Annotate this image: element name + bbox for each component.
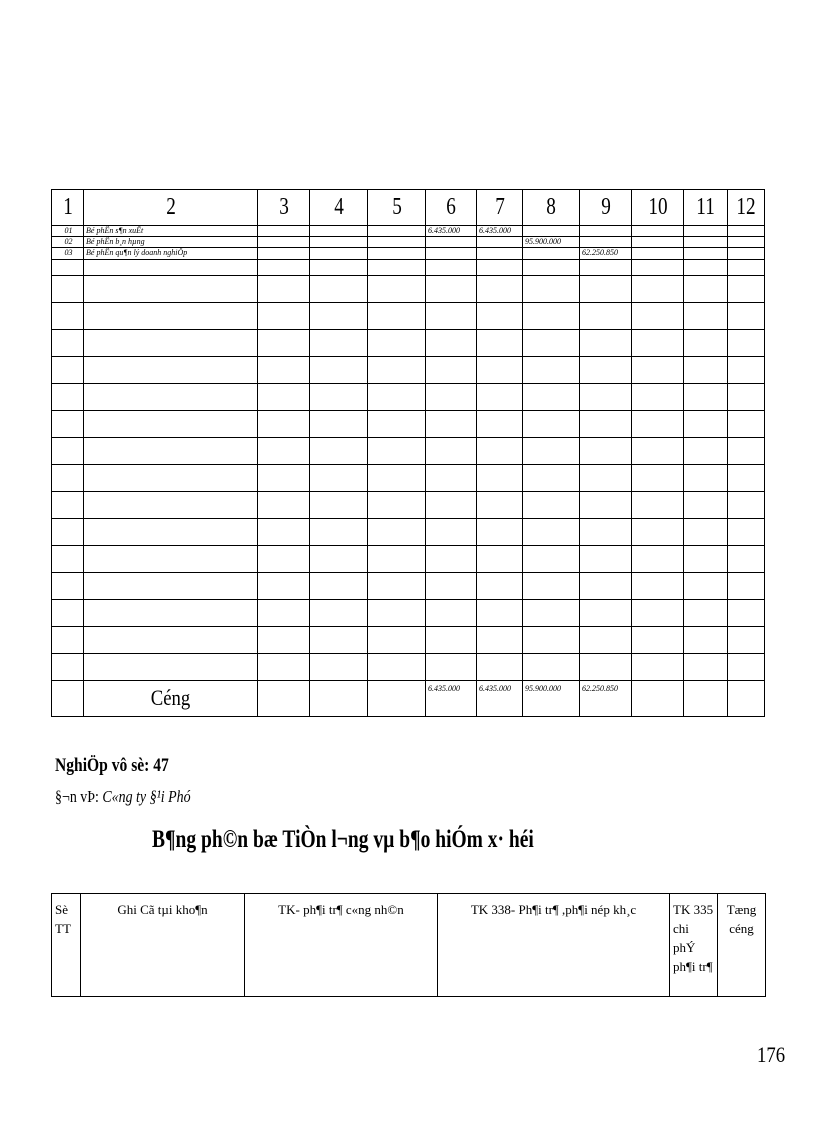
- empty-row: [52, 492, 765, 519]
- table-row: [52, 226, 765, 237]
- empty-row: [52, 384, 765, 411]
- col-header: 9: [580, 190, 632, 226]
- col-header: 1: [52, 190, 84, 226]
- empty-row: [52, 330, 765, 357]
- empty-row: [52, 303, 765, 330]
- empty-row: [52, 411, 765, 438]
- col-header: 8: [523, 190, 580, 226]
- table-row: [52, 237, 765, 248]
- total-col9: 62.250.850: [582, 684, 618, 693]
- cell-col6: 6.435.000: [428, 226, 460, 235]
- col-header-stt: Sè TT: [52, 894, 81, 997]
- unit-label: §¬n vÞ:: [55, 787, 103, 806]
- row-name: Bé phËn s¶n xuÊt: [86, 226, 144, 235]
- col-header-tk-payable-workers: TK- ph¶i tr¶ c«ng nh©n: [245, 894, 438, 997]
- col-header-tk335: TK 335 chi phÝ ph¶i tr¶: [670, 894, 718, 997]
- empty-row: [52, 654, 765, 681]
- total-col6: 6.435.000: [428, 684, 460, 693]
- unit-value: C«ng ty §¹i Phó: [102, 787, 191, 806]
- col-header: 3: [258, 190, 310, 226]
- total-col7: 6.435.000: [479, 684, 511, 693]
- col-header: 7: [477, 190, 523, 226]
- total-row: [52, 681, 765, 717]
- row-name: Bé phËn b¸n hµng: [86, 237, 145, 246]
- col-header: 2: [84, 190, 258, 226]
- row-name: Bé phËn qu¶n lý doanh nghiÖp: [86, 248, 188, 257]
- salary-allocation-table: [51, 893, 766, 997]
- total-col8: 95.900.000: [525, 684, 561, 693]
- empty-row: [52, 276, 765, 303]
- total-label: Céng: [150, 685, 191, 710]
- col-header-tk338: TK 338- Ph¶i tr¶ ,ph¶i nép kh¸c: [438, 894, 670, 997]
- col-header: 5: [368, 190, 426, 226]
- page-number: 176: [757, 1042, 786, 1067]
- col-header-total: Tæng céng: [718, 894, 766, 997]
- col-header: 4: [310, 190, 368, 226]
- header-row: [52, 190, 765, 226]
- empty-row: [52, 438, 765, 465]
- cell-col9: 62.250.850: [582, 248, 618, 257]
- col-header: 6: [426, 190, 477, 226]
- cell-col7: 6.435.000: [479, 226, 511, 235]
- empty-row: [52, 519, 765, 546]
- empty-row: [52, 465, 765, 492]
- col-header-credit-account: Ghi Cã tµi kho¶n: [81, 894, 245, 997]
- empty-row: [52, 627, 765, 654]
- empty-row: [52, 600, 765, 627]
- table-row: [52, 248, 765, 260]
- cell-col8: 95.900.000: [525, 237, 561, 246]
- col-header: 12: [728, 190, 765, 226]
- unit-line: [55, 787, 191, 807]
- col-header: 10: [632, 190, 684, 226]
- transaction-number: NghiÖp vô sè: 47: [55, 755, 169, 776]
- allocation-ledger-table: [51, 189, 765, 717]
- col-header: 11: [684, 190, 728, 226]
- empty-row: [52, 260, 765, 276]
- empty-row: [52, 357, 765, 384]
- empty-row: [52, 546, 765, 573]
- page-title: B¶ng ph©n bæ TiÒn l¬ng vµ b¶o hiÓm x· héi: [152, 826, 534, 853]
- row-code: 03: [64, 248, 73, 257]
- row-code: 02: [64, 237, 73, 246]
- row-code: 01: [64, 226, 73, 235]
- empty-row: [52, 573, 765, 600]
